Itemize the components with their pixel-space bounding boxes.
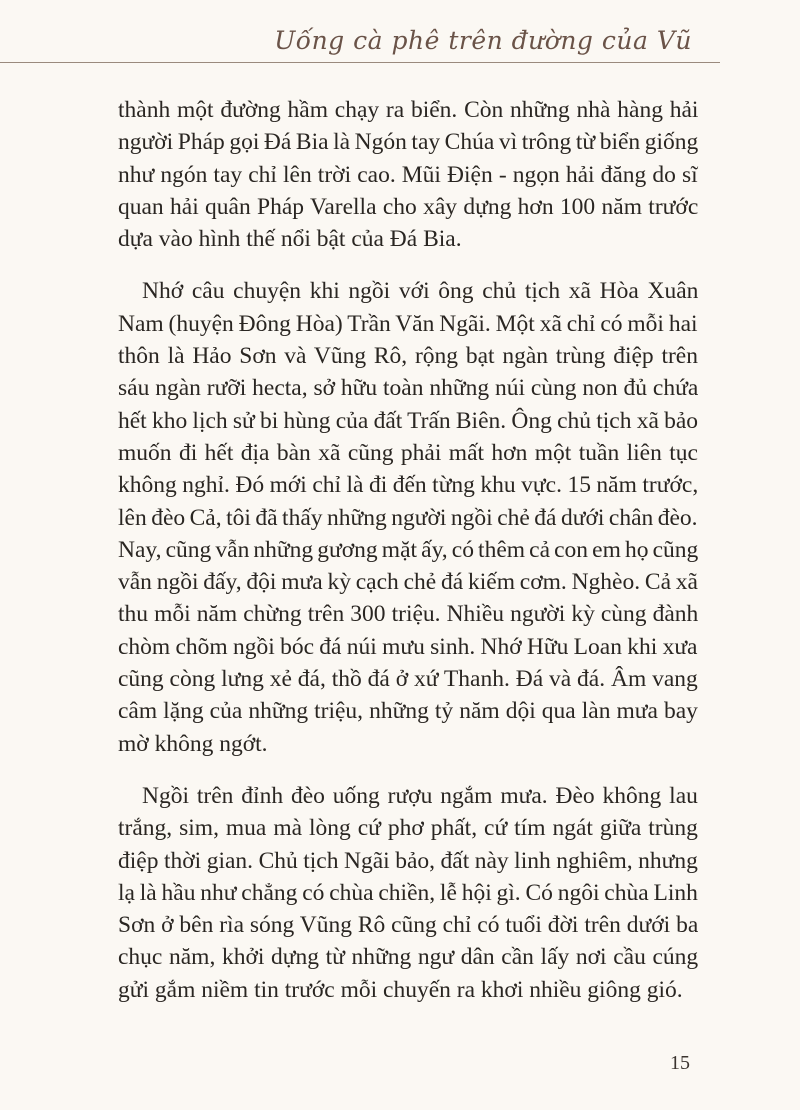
page-number: 15 <box>670 1052 690 1074</box>
running-title: Uống cà phê trên đường của Vũ <box>274 26 692 55</box>
text-line: như ngón tay chỉ lên trời cao. Mũi Điện - ngọn hải đăng do sĩ <box>118 161 698 188</box>
text-line: hết kho lịch sử bi hùng của đất Trấn Biên. Ông chủ tịch xã bảo <box>118 407 699 434</box>
paragraph-2 <box>118 275 698 759</box>
text-line: mờ không ngớt. <box>118 730 268 757</box>
text-line: Nhớ câu chuyện khi ngồi với ông chủ tịch xã Hòa Xuân <box>142 278 699 305</box>
text-line: thôn là Hảo Sơn và Vũng Rô, rộng bạt ngàn trùng điệp trên <box>118 343 698 370</box>
text-line: thu mỗi năm chừng trên 300 triệu. Nhiều người kỳ cùng đành <box>118 601 699 628</box>
text-line: vẫn ngồi đấy, đội mưa kỳ cạch chẻ đá kiếm cơm. Nghèo. Cả xã <box>118 569 698 596</box>
text-line: Nay, cũng vẫn những gương mặt ấy, có thêm cả con em họ cũng <box>118 536 699 563</box>
text-line: thành một đường hầm chạy ra biển. Còn những nhà hàng hải <box>118 97 699 123</box>
body-text <box>118 94 698 1006</box>
text-line: người Pháp gọi Đá Bia là Ngón tay Chúa vì trông từ biển giống <box>118 129 699 156</box>
text-line: cũng còng lưng xẻ đá, thồ đá ở xứ Thanh. Đá và đá. Âm vang <box>118 666 698 693</box>
paragraph-3 <box>118 780 698 1006</box>
text-line: không nghỉ. Đó mới chỉ là đi đến từng khu vực. 15 năm trước, <box>118 472 699 499</box>
header-rule <box>0 62 720 63</box>
text-line: Ngồi trên đỉnh đèo uống rượu ngắm mưa. Đèo không lau <box>142 782 698 809</box>
text-line: lên đèo Cả, tôi đã thấy những người ngồi chẻ đá dưới chân đèo. <box>118 504 698 531</box>
text-line: dựa vào hình thế nổi bật của Đá Bia. <box>118 226 462 253</box>
text-line: chục năm, khởi dựng từ những ngư dân cần lấy nơi cầu cúng <box>118 944 699 971</box>
text-line: muốn đi hết địa bàn xã cũng phải mất hơn một tuần liên tục <box>118 439 698 466</box>
text-line: sáu ngàn rưỡi hecta, sở hữu toàn những núi cùng non đủ chứa <box>118 375 699 402</box>
text-line: Nam (huyện Đông Hòa) Trần Văn Ngãi. Một xã chỉ có mỗi hai <box>118 310 698 337</box>
text-line: trắng, sim, mua mà lòng cứ phơ phất, cứ tím ngát giữa trùng <box>118 815 698 842</box>
text-line: gửi gắm niềm tin trước mỗi chuyến ra khơi nhiều giông gió. <box>118 976 683 1003</box>
text-line: chòm chõm ngồi bóc đá núi mưu sinh. Nhớ Hữu Loan khi xưa <box>118 633 698 660</box>
paragraph-1 <box>118 94 698 255</box>
text-line: điệp thời gian. Chủ tịch Ngãi bảo, đất này linh nghiêm, nhưng <box>118 847 698 874</box>
text-line: câm lặng của những triệu, những tỷ năm dội qua làn mưa bay <box>118 698 698 725</box>
text-line: Sơn ở bên rìa sóng Vũng Rô cũng chỉ có tuổi đời trên dưới ba <box>118 912 699 939</box>
text-line: lạ là hầu như chẳng có chùa chiền, lễ hội gì. Có ngôi chùa Linh <box>118 879 698 906</box>
text-line: quan hải quân Pháp Varella cho xây dựng hơn 100 năm trước <box>118 193 699 220</box>
